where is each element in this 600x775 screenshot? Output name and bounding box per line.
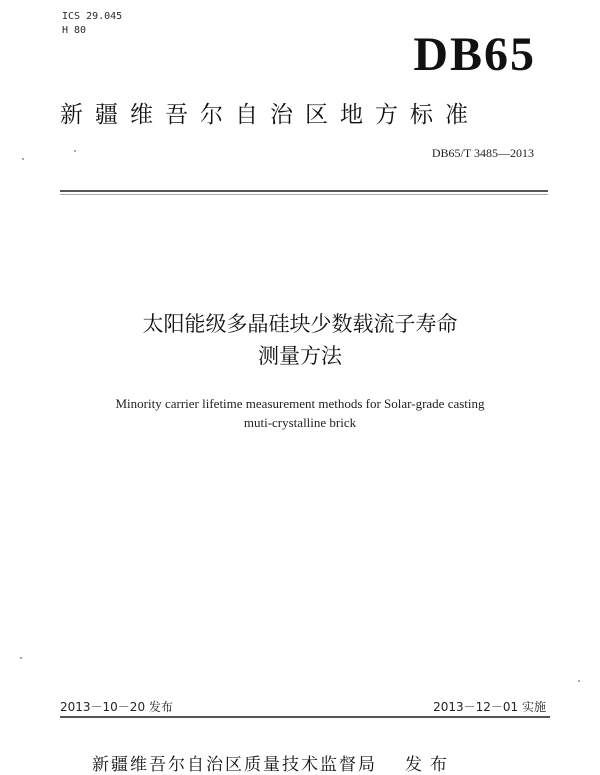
scan-speck (578, 680, 580, 682)
ccs-code: H 80 (62, 25, 87, 36)
chinese-title-line-2: 测量方法 (258, 344, 342, 368)
english-title-line-2: muti-crystalline brick (243, 415, 357, 430)
standard-number: DB65/T 3485—2013 (431, 146, 534, 160)
english-title-line-1: Minority carrier lifetime measurement methods for Solar-grade casting (115, 396, 485, 411)
footer-divider (60, 716, 550, 718)
issuer-name: 新疆维吾尔自治区质量技术监督局 (92, 755, 377, 775)
scan-speck (20, 657, 22, 659)
standard-category-title: 新疆维吾尔自治区地方标准 (60, 102, 480, 128)
english-title (0, 394, 600, 432)
issuing-authority (92, 750, 455, 775)
release-date: 2013－10－20 发布 (60, 700, 173, 714)
implementation-date: 2013－12－01 实施 (433, 700, 546, 714)
db65-logo: DB65 (413, 28, 536, 81)
classification-codes (62, 10, 122, 38)
chinese-title-line-1: 太阳能级多晶硅块少数载流子寿命 (142, 312, 458, 336)
chinese-title (0, 308, 600, 372)
ics-code: ICS 29.045 (62, 11, 123, 22)
issue-label: 发布 (405, 755, 455, 775)
scan-speck (74, 150, 76, 152)
scan-speck (22, 158, 24, 160)
header-divider (60, 190, 548, 192)
